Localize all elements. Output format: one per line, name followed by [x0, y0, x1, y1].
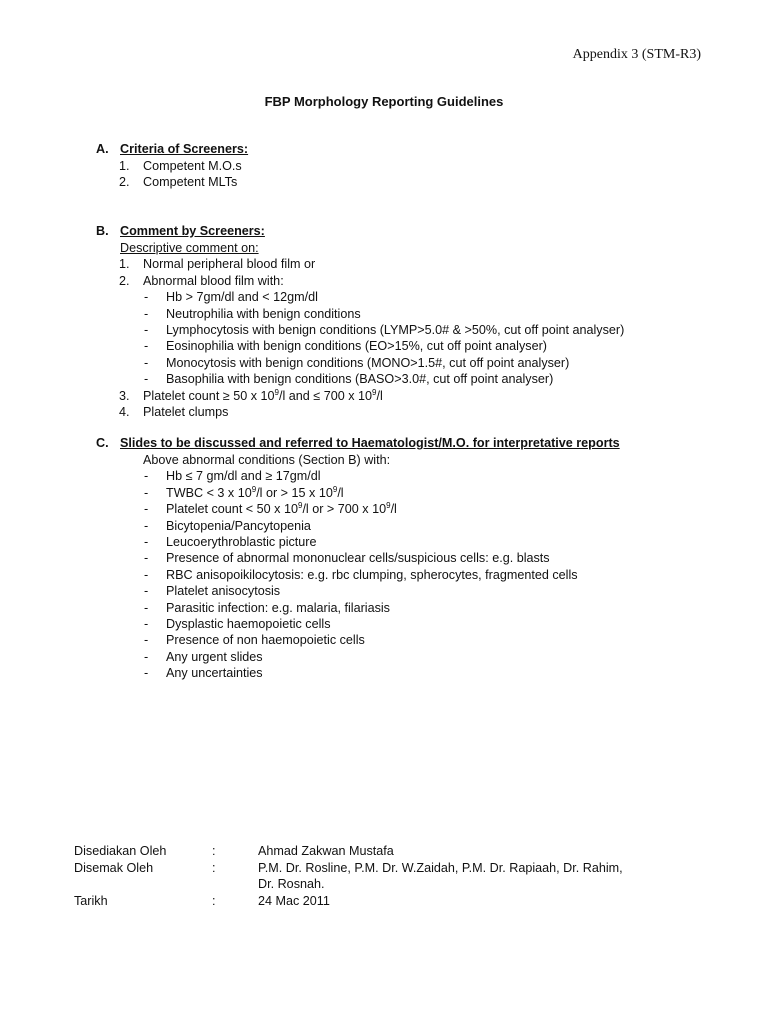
bullet-text: Platelet anisocytosis [166, 584, 281, 599]
bullet-item [96, 632, 736, 648]
item-text: Competent M.O.s [143, 159, 242, 173]
item-text [143, 388, 383, 404]
item-number: 1. [119, 159, 130, 173]
bullet-item [96, 665, 736, 681]
section-c-title: Slides to be discussed and referred to Haematologist/M.O. for interpretative reports [120, 436, 620, 450]
dash-bullet: - [144, 551, 149, 566]
dash-bullet: - [144, 534, 149, 549]
bullet-item [96, 583, 736, 599]
dash-bullet: - [144, 666, 149, 681]
dash-bullet: - [144, 290, 149, 305]
date-value: 24 Mac 2011 [258, 893, 330, 908]
checked-by-value: P.M. Dr. Rosline, P.M. Dr. W.Zaidah, P.M. Dr. Rapiaah, Dr. Rahim, [258, 860, 623, 875]
list-item [96, 388, 736, 404]
item-text-part: Platelet count ≥ 50 x 10 [143, 388, 275, 403]
section-b-heading [96, 223, 736, 240]
appendix-label: Appendix 3 (STM-R3) [572, 47, 701, 62]
bullet-text: Hb ≤ 7 gm/dl and ≥ 17gm/dl [166, 469, 321, 484]
checked-by-value-cont: Dr. Rosnah. [258, 877, 325, 892]
bullet-text: Parasitic infection: e.g. malaria, filariasis [166, 600, 390, 615]
section-c [96, 435, 736, 681]
section-b [96, 223, 736, 420]
prepared-by-value: Ahmad Zakwan Mustafa [258, 844, 394, 858]
item-text-part: /l and ≤ 700 x 10 [279, 388, 373, 403]
bullet-item [96, 649, 736, 665]
item-number: 2. [119, 273, 130, 288]
section-b-intro [96, 240, 736, 256]
list-item [96, 174, 736, 190]
footer-row-checked-cont [74, 876, 714, 893]
bullet-text: Any urgent slides [166, 649, 263, 664]
bullet-text: RBC anisopoikilocytosis: e.g. rbc clumping, spherocytes, fragmented cells [166, 567, 578, 582]
exponent: 9 [251, 484, 257, 494]
dash-bullet: - [144, 600, 149, 615]
bullet-text: Bicytopenia/Pancytopenia [166, 518, 311, 533]
bullet-item [96, 600, 736, 616]
page-title: FBP Morphology Reporting Guidelines [264, 94, 504, 109]
dash-bullet: - [144, 567, 149, 582]
section-c-intro-text: Above abnormal conditions (Section B) with: [143, 453, 391, 467]
bullet-text: Any uncertainties [166, 666, 263, 681]
item-number: 3. [119, 388, 130, 403]
bullet-item [96, 534, 736, 550]
item-text: Normal peripheral blood film or [143, 257, 316, 272]
list-item [96, 256, 736, 272]
dash-bullet: - [144, 339, 149, 354]
item-number: 1. [119, 257, 130, 272]
checked-by-label: Disemak Oleh [74, 860, 154, 875]
bullet-text: Eosinophilia with benign conditions (EO>15%, cut off point analyser) [166, 339, 547, 354]
bullet-text-part: /l or > 15 x 10 [256, 485, 333, 500]
footer-row-checked [74, 860, 714, 877]
bullet-item [96, 616, 736, 632]
dash-bullet: - [144, 633, 149, 648]
section-c-intro [96, 452, 736, 468]
item-text: Platelet clumps [143, 404, 229, 419]
bullet-text: Hb > 7gm/dl and < 12gm/dl [166, 290, 318, 305]
list-item [96, 273, 736, 289]
bullet-text-part: TWBC < 3 x 10 [166, 485, 252, 500]
item-text: Abnormal blood film with: [143, 273, 284, 288]
dash-bullet: - [144, 518, 149, 533]
bullet-text: Presence of abnormal mononuclear cells/suspicious cells: e.g. blasts [166, 551, 550, 566]
dash-bullet: - [144, 355, 149, 370]
item-number: 4. [119, 404, 130, 419]
section-b-letter: B. [96, 224, 109, 238]
bullet-text [166, 501, 397, 517]
dash-bullet: - [144, 372, 149, 387]
footer-row-date [74, 893, 714, 910]
bullet-text: Dysplastic haemopoietic cells [166, 616, 331, 631]
footer-row-prepared [74, 843, 714, 860]
section-a [96, 141, 736, 191]
dash-bullet: - [144, 649, 149, 664]
item-text: Competent MLTs [143, 175, 238, 190]
bullet-text-part: /l [337, 485, 344, 500]
exponent: 9 [372, 387, 377, 397]
bullet-item [96, 501, 736, 517]
date-label: Tarikh [74, 893, 108, 908]
bullet-text-part: Platelet count < 50 x 10 [166, 502, 298, 517]
section-b-title: Comment by Screeners: [120, 224, 265, 238]
section-a-letter: A. [96, 142, 109, 156]
dash-bullet: - [144, 322, 149, 337]
section-b-intro-text: Descriptive comment on: [120, 241, 259, 255]
section-c-heading [96, 435, 736, 452]
section-a-title: Criteria of Screeners: [120, 142, 249, 156]
prepared-by-label: Disediakan Oleh [74, 844, 167, 858]
bullet-text: Monocytosis with benign conditions (MONO>1.5#, cut off point analyser) [166, 355, 570, 370]
dash-bullet: - [144, 469, 149, 484]
section-c-letter: C. [96, 436, 109, 450]
exponent: 9 [386, 501, 391, 511]
document-footer [74, 843, 714, 909]
bullet-text-part: /l or > 700 x 10 [302, 502, 387, 517]
bullet-item [96, 518, 736, 534]
dash-bullet: - [144, 616, 149, 631]
dash-bullet: - [144, 306, 149, 321]
bullet-item [96, 550, 736, 566]
bullet-text: Leucoerythroblastic picture [166, 534, 317, 549]
dash-bullet: - [144, 502, 149, 517]
bullet-item [96, 485, 736, 501]
section-a-heading [96, 141, 736, 158]
bullet-text: Presence of non haemopoietic cells [166, 633, 365, 648]
bullet-item [96, 322, 736, 338]
bullet-item [96, 567, 736, 583]
colon-separator: : [212, 893, 216, 908]
exponent: 9 [332, 484, 338, 494]
list-item [96, 158, 736, 174]
bullet-text: Lymphocytosis with benign conditions (LYMP>5.0# & >50%, cut off point analyser) [166, 322, 625, 337]
list-item [96, 404, 736, 420]
bullet-text: Neutrophilia with benign conditions [166, 306, 361, 321]
bullet-item [96, 371, 736, 387]
bullet-text: Basophilia with benign conditions (BASO>3.0#, cut off point analyser) [166, 372, 554, 387]
item-text-part: /l [376, 388, 383, 403]
bullet-item [96, 355, 736, 371]
colon-separator: : [212, 860, 216, 875]
bullet-item [96, 289, 736, 305]
exponent: 9 [297, 501, 303, 511]
dash-bullet: - [144, 584, 149, 599]
item-number: 2. [119, 175, 130, 190]
bullet-item [96, 306, 736, 322]
bullet-item [96, 338, 736, 354]
exponent: 9 [274, 387, 279, 397]
colon-separator: : [212, 844, 216, 858]
bullet-item [96, 468, 736, 484]
dash-bullet: - [144, 485, 149, 500]
bullet-text-part: /l [390, 502, 397, 517]
bullet-text [166, 485, 344, 501]
